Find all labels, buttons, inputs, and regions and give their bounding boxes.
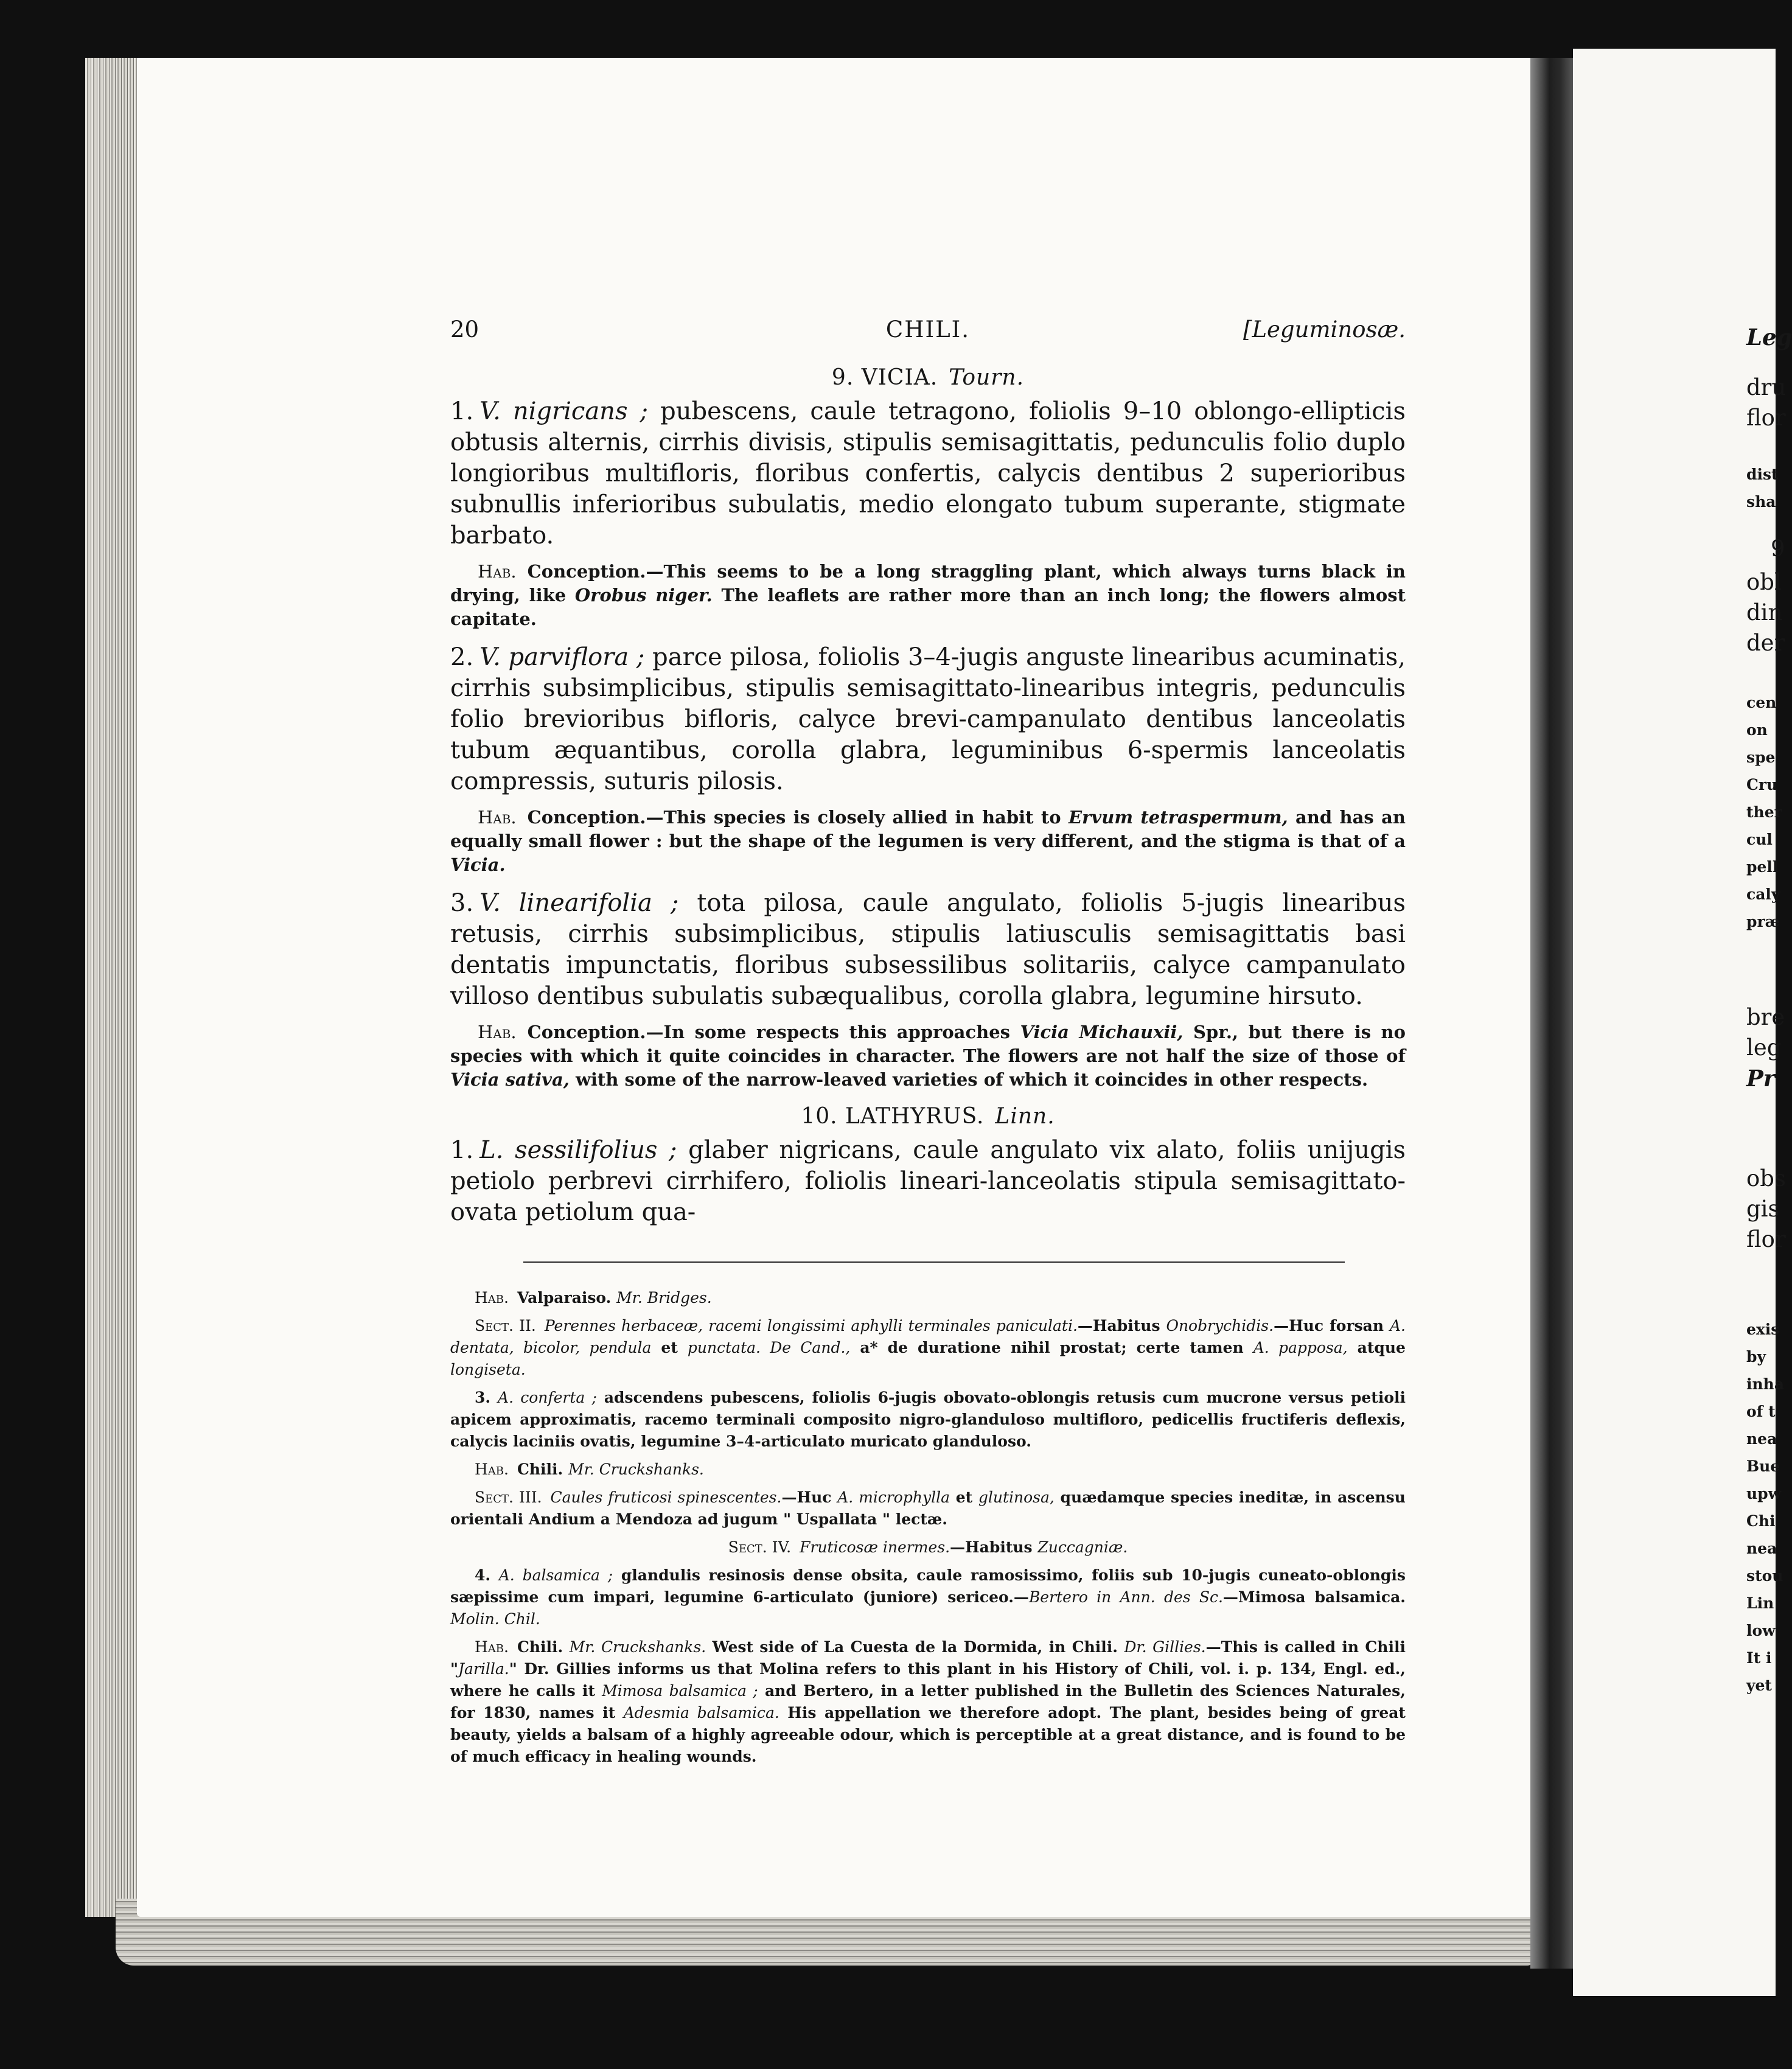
right-line-fragment: inha <box>1746 1375 1785 1393</box>
footnote-text: —Habitus <box>950 1538 1033 1556</box>
right-line-fragment: Pr <box>1746 1065 1776 1092</box>
right-line-fragment: din <box>1746 599 1783 626</box>
footnote-text: and Bertero, in a letter published in the Bulletin des Sciences Naturales, for 1830, names it <box>450 1682 1406 1722</box>
page-content <box>450 316 1406 1774</box>
footnote <box>450 1636 1406 1768</box>
right-line-fragment: upw <box>1746 1485 1782 1502</box>
right-line-fragment: cul <box>1746 831 1773 848</box>
genus-heading-vicia <box>450 365 1406 390</box>
habitat-label: Hab. <box>478 807 517 828</box>
habitat-italic: Vicia sativa, <box>450 1069 570 1090</box>
species-number: 3. <box>450 889 474 917</box>
habitat-text: and has an equally small flower : but the shape of the legumen is very different, and the stigma is that of a <box>450 807 1406 851</box>
right-page <box>1573 49 1779 1996</box>
habitat-text: The leaflets are rather more than an inch long; the flowers almost capitate. <box>450 585 1406 629</box>
right-line-fragment: obl <box>1746 569 1782 595</box>
footnote-label: Sect. III. <box>475 1488 542 1506</box>
footnote-text: His appellation we therefore adopt. The plant, besides being of great beauty, yields a balsam of a highly agreeable odour, which is perceptible at a great distance, and is found to be of much efficacy in healing wounds. <box>450 1704 1406 1765</box>
footnote-text: Valparaiso. <box>517 1289 612 1307</box>
habitat-text: Conception.—In some respects this approaches <box>527 1022 1010 1042</box>
right-line-fragment: Lin <box>1746 1594 1774 1612</box>
right-line-fragment: 9 <box>1771 536 1785 562</box>
running-header <box>450 316 1406 353</box>
footnote-italic: glutinosa, <box>978 1488 1055 1506</box>
right-line-fragment: Chi <box>1746 1512 1776 1530</box>
footnote-italic: A. dentata, bicolor, pendula <box>450 1317 1406 1356</box>
footnote-italic: Bertero in Ann. des Sc. <box>1028 1588 1223 1606</box>
footnote-label: Sect. IV. <box>728 1538 792 1556</box>
footnote-italic: Mr. Cruckshanks. <box>568 1460 704 1478</box>
habitat-note <box>450 1021 1406 1092</box>
footnote <box>450 1487 1406 1530</box>
right-line-fragment: Cru <box>1746 776 1778 794</box>
footnote <box>450 1315 1406 1381</box>
footnote <box>450 1459 1406 1481</box>
footnote-italic: A. microphylla <box>837 1488 950 1506</box>
right-line-fragment: præ <box>1746 913 1780 930</box>
right-line-fragment: obs <box>1746 1165 1786 1192</box>
footnote-text: —Habitus <box>1077 1317 1160 1335</box>
species-name: V. parviflora ; <box>479 643 645 671</box>
right-line-fragment: stou <box>1746 1567 1783 1585</box>
footnote-label: Hab. <box>475 1638 509 1656</box>
species-entry <box>450 1135 1406 1228</box>
footnote-italic: Mimosa balsamica ; <box>602 1682 758 1700</box>
species-name: V. nigricans ; <box>479 397 649 425</box>
species-name: V. linearifolia ; <box>479 889 679 917</box>
species-entry <box>450 642 1406 797</box>
footnote-rule <box>523 1261 1345 1263</box>
right-line-fragment: der <box>1746 630 1785 656</box>
footnote-italic: Mr. Cruckshanks. <box>569 1638 706 1656</box>
right-line-fragment: spe <box>1746 748 1776 766</box>
right-line-fragment: nea <box>1746 1430 1777 1448</box>
footnote-italic: Onobrychidis. <box>1166 1317 1274 1335</box>
right-line-fragment: on <box>1746 721 1768 739</box>
running-family: [Leguminosæ. <box>1243 316 1406 343</box>
species-description: pubescens, caule tetragono, foliolis 9–10 oblongo-ellipticis obtusis alternis, cirrhis divisis, stipulis semisagittatis, pedunculis folio duplo longioribus multifloris, floribus confertis, calycis dentibus 2 superioribus subnullis inferioribus subulatis, medio elongato tubum superante, stigmate barbato. <box>450 397 1406 550</box>
footnote-text: et <box>661 1339 678 1356</box>
right-line-fragment: low <box>1746 1622 1776 1639</box>
habitat-italic: Vicia Michauxii, <box>1020 1022 1184 1042</box>
right-line-fragment: Bue <box>1746 1457 1780 1475</box>
habitat-text: Conception.—This species is closely allied in habit to <box>527 807 1061 828</box>
footnote-italic: Mr. Bridges. <box>616 1289 712 1307</box>
footnote <box>450 1387 1406 1453</box>
genus-name: 10. LATHYRUS. <box>801 1104 985 1129</box>
species-description: tota pilosa, caule angulato, foliolis 5-jugis linearibus retusis, cirrhis subsimplicibus, stipulis latiusculis semisagittatis basi dentatis impunctatis, floribus subsessilibus solitariis, calyce campanulato villoso dentibus subulatis subæqualibus, corolla glabra, legumine hirsuto. <box>450 889 1406 1010</box>
footnote <box>450 1565 1406 1630</box>
right-line-fragment: by <box>1746 1348 1766 1366</box>
habitat-italic: Vicia. <box>450 854 506 875</box>
habitat-text: Conception.—This seems to be a long straggling plant, which always turns black in drying, like <box>450 561 1406 605</box>
right-line-fragment: leg <box>1746 1034 1782 1061</box>
footnote-text: atque <box>1357 1339 1406 1356</box>
footnote-italic: Adesmia balsamica. <box>623 1704 779 1722</box>
species-entry <box>450 888 1406 1012</box>
habitat-note <box>450 560 1406 631</box>
habitat-italic: Ervum tetraspermum, <box>1069 807 1288 828</box>
footnote-italic: longiseta. <box>450 1361 526 1378</box>
footnote-section-heading <box>450 1537 1406 1558</box>
right-line-fragment: yet <box>1746 1676 1772 1694</box>
footnote-italic: A. balsamica ; <box>498 1566 613 1584</box>
right-line-fragment: ther <box>1746 803 1782 821</box>
habitat-text: with some of the narrow-leaved varieties of which it coincides in other respects. <box>575 1069 1368 1090</box>
footnote-label: Hab. <box>475 1289 509 1307</box>
habitat-label: Hab. <box>478 561 517 582</box>
footnote-number: 3. <box>475 1389 491 1406</box>
species-description: glaber nigricans, caule angulato vix alato, foliis unijugis petiolo perbrevi cirrhifero, foliolis lineari-lanceolatis stipula semisagittato-ovata petiolum qua- <box>450 1136 1406 1226</box>
genus-heading-lathyrus <box>450 1104 1406 1129</box>
species-number: 1. <box>450 397 474 425</box>
footnote-text: —Mimosa balsamica. <box>1222 1588 1406 1606</box>
right-line-fragment: dru <box>1746 374 1787 400</box>
book-binding <box>1530 58 1573 1969</box>
page-number: 20 <box>450 316 479 343</box>
genus-authority: Linn. <box>995 1104 1055 1129</box>
footnote <box>450 1287 1406 1309</box>
right-line-fragment: cen <box>1746 694 1777 711</box>
right-line-fragment: dist <box>1746 466 1779 483</box>
footnote-italic: Jarilla. <box>458 1660 509 1678</box>
habitat-note <box>450 806 1406 877</box>
footnote-text: Chili. <box>517 1638 563 1656</box>
right-line-fragment: of t <box>1746 1403 1776 1420</box>
right-header-fragment: Leg <box>1746 324 1792 351</box>
footnote-italic: Caules fruticosi spinescentes. <box>550 1488 782 1506</box>
footnote-number: 4. <box>475 1566 491 1584</box>
right-line-fragment: bre <box>1746 1004 1785 1030</box>
page-edge <box>85 58 137 1917</box>
footnote-italic: A. conferta ; <box>498 1389 597 1406</box>
footnote-italic: Fruticosæ inermes. <box>800 1538 950 1556</box>
footnote-text: Chili. <box>517 1460 563 1478</box>
right-line-fragment: It i <box>1746 1649 1772 1667</box>
right-line-fragment: caly <box>1746 885 1780 903</box>
habitat-label: Hab. <box>478 1022 517 1042</box>
footnote-text: et <box>955 1488 973 1506</box>
right-line-fragment: pell <box>1746 858 1779 876</box>
footnote-text: adscendens pubescens, foliolis 6-jugis obovato-oblongis retusis cum mucrone versus petioli apicem approximatis, racemo terminali composito nigro-glanduloso multifloro, pedicellis fructiferis deflexis, calycis laciniis ovatis, legumine 3–4-articulato muricato glanduloso. <box>450 1389 1406 1450</box>
footnote-italic: punctata. De Cand., <box>687 1339 851 1356</box>
footnote-text: glandulis resinosis dense obsita, caule ramosissimo, foliis sub 10-jugis cuneato-oblongis sæpissime cum impari, legumine 6-articulato (juniore) sericeo.— <box>450 1566 1406 1606</box>
footnote-italic: Perennes herbaceæ, racemi longissimi aphylli terminales paniculati. <box>544 1317 1078 1335</box>
footnote-text: " Dr. Gillies informs us that Molina refers to this plant in his History of Chili, vol. i. p. 134, Engl. ed., where he calls it <box>450 1660 1406 1700</box>
habitat-text: Spr., but there is no species with which it quite coincides in character. The flowers are not half the size of those of <box>450 1022 1406 1066</box>
running-title: CHILI. <box>885 316 971 343</box>
species-name: L. sessilifolius ; <box>479 1136 677 1164</box>
footnote-italic: Molin. Chil. <box>450 1610 540 1628</box>
genus-authority: Tourn. <box>949 365 1025 390</box>
footnote-italic: A. papposa, <box>1253 1339 1348 1356</box>
footnote-text: a* de duratione nihil prostat; certe tamen <box>860 1339 1244 1356</box>
species-description: parce pilosa, foliolis 3–4-jugis anguste linearibus acuminatis, cirrhis subsimplicibus, stipulis semisagittato-linearibus integris, pedunculis folio brevioribus bifloris, calyce brevi-campanulato dentibus lanceolatis tubum æquantibus, corolla glabra, leguminibus 6-spermis lanceolatis compressis, suturis pilosis. <box>450 643 1406 795</box>
footnote-italic: Dr. Gillies. <box>1124 1638 1206 1656</box>
footnote-text: —This is called in Chili " <box>450 1638 1406 1678</box>
right-line-fragment: nea <box>1746 1540 1777 1557</box>
right-line-fragment: flor <box>1746 1226 1786 1252</box>
species-entry <box>450 396 1406 551</box>
footnote-text: West side of La Cuesta de la Dormida, in Chili. <box>712 1638 1118 1656</box>
footnote-italic: Zuccagniæ. <box>1037 1538 1128 1556</box>
footnote-text: —Huc <box>781 1488 832 1506</box>
species-number: 2. <box>450 643 474 671</box>
genus-name: 9. VICIA. <box>831 365 938 390</box>
footnote-text: quædamque species ineditæ, in ascensu orientali Andium a Mendoza ad jugum " Uspallata " lectæ. <box>450 1488 1406 1528</box>
footnote-label: Hab. <box>475 1460 509 1478</box>
habitat-italic: Orobus niger. <box>574 585 713 605</box>
species-number: 1. <box>450 1136 474 1164</box>
right-line-fragment: exis <box>1746 1321 1780 1338</box>
right-line-fragment: sha <box>1746 493 1776 511</box>
footnote-label: Sect. II. <box>475 1317 536 1335</box>
right-line-fragment: flor <box>1746 405 1786 431</box>
right-line-fragment: gis <box>1746 1196 1780 1222</box>
footnote-text: —Huc forsan <box>1274 1317 1384 1335</box>
